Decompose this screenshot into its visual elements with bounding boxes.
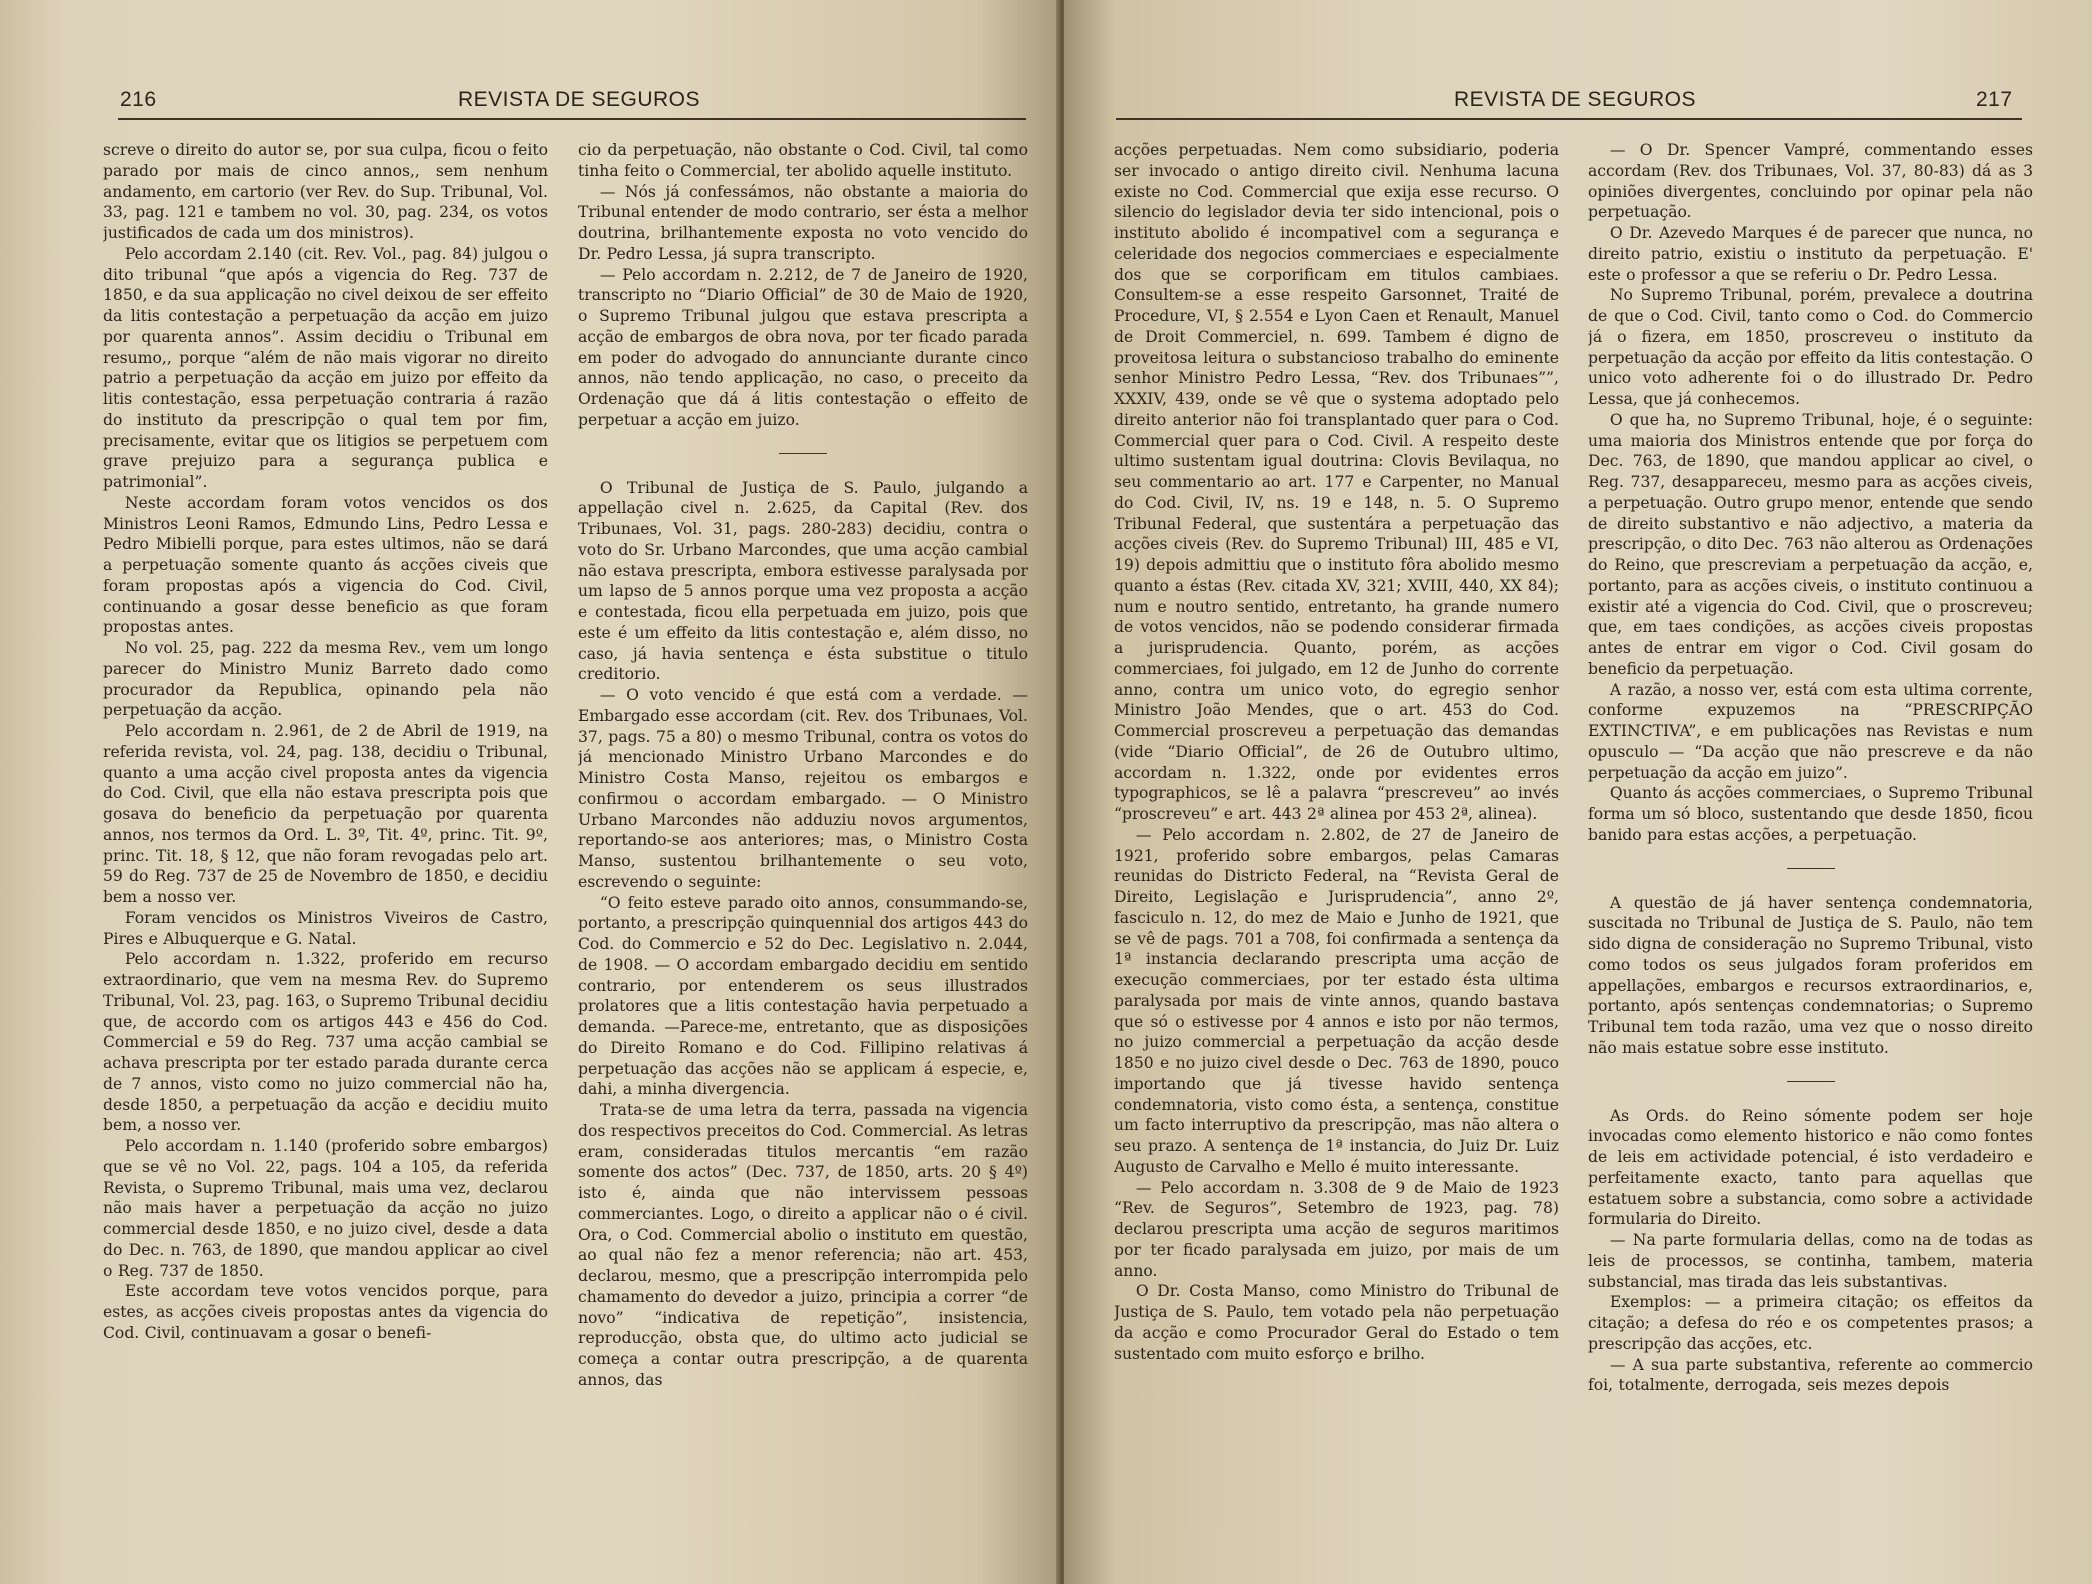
left-page-header: [0, 88, 1060, 122]
paragraph: Neste accordam foram votos vencidos os dos Ministros Leoni Ramos, Edmundo Lins, Pedro Lessa e Pedro Mibielli porque, para estes ultimos, não se dará a perpetuação somente quanto ás acções civeis que foram propostas após a vigencia do Cod. Civil, continuando a gosar desse beneficio as que foram propostas antes.: [103, 493, 548, 637]
paragraph: A razão, a nosso ver, está com esta ultima corrente, conforme expuzemos na “PRESCRIPÇÃO EXTINCTIVA”, e em publicações nas Revistas e num opusculo — “Da acção que não prescreve e da não perpetuação da acção em juizo”.: [1588, 680, 2033, 782]
page-number: 216: [120, 88, 157, 111]
paragraph: — Na parte formularia dellas, como na de todas as leis de processos, se continha, tambem, materia substancial, mas tirada das leis substantivas.: [1588, 1231, 2033, 1291]
paragraph: As Ords. do Reino sómente podem ser hoje invocadas como elemento historico e não como fontes de leis em actividade potencial, é isto verdadeiro e perfeitamente exacto, tanto para aquellas que estatuem sobre a substancia, como sobre a actividade formularia do Direito.: [1588, 1106, 2033, 1229]
paragraph: Quanto ás acções commerciaes, o Supremo Tribunal forma um só bloco, sustentando que desde 1850, ficou banido para estas acções, a perpetuação.: [1588, 784, 2033, 844]
paragraph: O Dr. Costa Manso, como Ministro do Tribunal de Justiça de S. Paulo, tem votado pela não perpetuação da acção e como Procurador Geral do Estado o tem sustentado com muito esforço e brilho.: [1114, 1282, 1559, 1363]
header-rule: [118, 118, 1026, 123]
section-separator: [1787, 868, 1835, 869]
paragraph: Trata-se de uma letra da terra, passada na vigencia dos respectivos preceitos do Cod. Commercial. As letras eram, consideradas titulos mercantis “em razão somente dos actos” (Dec. 737, de 1850, arts. 20 § 4º) isto é, ainda que não intervissem pessoas commerciantes. Logo, o direito a applicar não o é civil. Ora, o Cod. Commercial abolio o instituto em questão, ao qual não fez a menor referencia; não art. 453, declarou, mesmo, que a prescripção interrompida pelo chamamento do devedor a juizo, principia a correr “de novo” “indicativa de repetição”, insistencia, reproducção, obsta que, do ultimo acto judicial se começa a contar outra prescripção, a de quarenta annos, das: [578, 1101, 1028, 1389]
paragraph: screve o direito do autor se, por sua culpa, ficou o feito parado por mais de cinco annos,, sem nenhum andamento, em cartorio (ver Rev. do Sup. Tribunal, Vol. 33, pag. 121 e tambem no vol. 30, pag. 234, os votos justificados de cada um dos ministros).: [103, 141, 548, 242]
paragraph: Pelo accordam n. 1.322, proferido em recurso extraordinario, que vem na mesma Rev. do Supremo Tribunal, Vol. 23, pag. 163, o Supremo Tribunal decidiu que, de accordo com os artigos 443 e 456 do Cod. Commercial e 59 do Reg. 737 uma acção cambial se achava prescripta por ter estado parada durante cerca de 7 annos, visto como no juizo commercial não ha, desde 1850, a perpetuação da acção e decidiu muito bem, a nosso ver.: [103, 950, 548, 1135]
paragraph: Pelo accordam 2.140 (cit. Rev. Vol., pag. 84) julgou o dito tribunal “que após a vigencia do Reg. 737 de 1850, e da sua applicação no civel deixou de ser effeito da litis contestação a perpetuação da acção em juizo por quarenta annos”. Assim decidiu o Tribunal em resumo,, porque “além de não mais vigorar no direito patrio a perpetuação da acção em juizo por effeito da litis contestação, essa perpetuação contraria á razão do instituto da prescripção o qual tem por fim, precisamente, evitar que os litigios se perpetuem com grave prejuizo para a segurança publica e patrimonial”.: [103, 244, 548, 491]
right-column-1: [1114, 140, 1559, 1540]
running-title: REVISTA DE SEGUROS: [1454, 88, 1696, 111]
paragraph: Pelo accordam n. 1.140 (proferido sobre embargos) que se vê no Vol. 22, pags. 104 a 105, da referida Revista, o Supremo Tribunal, mais uma vez, declarou não mais haver a perpetuação da acção no juizo commercial desde 1850, e no juizo civel, desde a data do Dec. n. 763, de 1890, que mandou applicar ao civel o Reg. 737 de 1850.: [103, 1137, 548, 1280]
paragraph: acções perpetuadas. Nem como subsidiario, poderia ser invocado o antigo direito civil. Nenhuma lacuna existe no Cod. Commercial que exija esse recurso. O silencio do legislador devia ter sido intencional, pois o instituto abolido é incompativel com a segurança e celeridade dos negocios commerciaes e especialmente dos que se corporificam em titulos cambiaes. Consultem-se a esse respeito Garsonnet, Traité de Procedure, VI, § 2.554 e Lyon Caen et Renault, Manuel de Droit Commerciel, n. 699. Tambem é digno de proveitosa leitura o substancioso trabalho do eminente senhor Ministro Pedro Lessa, “Rev. dos Tribunaes””, XXXIV, 439, onde se vê que o systema adoptado pelo direito anterior não foi transplantado quer para o Cod. Commercial quer para o Cod. Civil. A respeito deste ultimo sustentam igual doutrina: Clovis Bevilaqua, no seu commentario ao art. 177 e Carpenter, no Manual do Cod. Civil, IV, ns. 19 e 148, n. 5. O Supremo Tribunal Federal, que sustentára a perpetuação das acções civeis (Rev. do Supremo Tribunal) III, 485 e VI, 19) depois admittiu que o instituto fôra abolido mesmo quanto a éstas (Rev. citada XV, 321; XVIII, 440, XX 84); num e noutro sentido, entretanto, ha grande numero de votos vencidos, não se podendo considerar firmada a jurisprudencia. Quanto, porém, as acções commerciaes, foi julgado, em 12 de Junho do corrente anno, contra um unico voto, do egregio senhor Ministro João Mendes, que o art. 453 do Cod. Commercial proscreveu a perpetuação das demandas (vide “Diario Official”, de 26 de Outubro ultimo, accordam n. 1.322, onde por evidentes erros typographicos, se lê a palavra “prescreveu” ao invés “proscreveu” e art. 443 2ª alinea por 453 2ª, alinea).: [1114, 141, 1559, 823]
paragraph: — O Dr. Spencer Vampré, commentando esses accordam (Rev. dos Tribunaes, Vol. 37, 80-83) dá as 3 opiniões divergentes, concluindo por opinar pela não perpetuação.: [1588, 141, 2033, 222]
left-column-2: [578, 140, 1028, 1540]
paragraph: Este accordam teve votos vencidos porque, para estes, as acções civeis propostas antes da vigencia do Cod. Civil, continuavam a gosar o benefi-: [103, 1282, 548, 1342]
paragraph: O Tribunal de Justiça de S. Paulo, julgando a appellação civel n. 2.625, da Capital (Rev. dos Tribunaes, Vol. 31, pags. 280-283) decidiu, contra o voto do Sr. Urbano Marcondes, que uma acção cambial não estava prescripta, embora estivesse paralysada por um lapso de 5 annos porque uma vez proposta a acção e contestada, ficou ella perpetuada em juizo, pois que este é um effeito da litis contestação e, além disso, no caso, já havia sentença e ésta substitue o titulo creditorio.: [578, 478, 1028, 684]
paragraph: No vol. 25, pag. 222 da mesma Rev., vem um longo parecer do Ministro Muniz Barreto dado como procurador da Republica, opinando pela não perpetuação da acção.: [103, 639, 548, 720]
paragraph: — Pelo accordam n. 3.308 de 9 de Maio de 1923 “Rev. de Seguros”, Setembro de 1923, pag. 78) declarou prescripta uma acção de seguros maritimos por ter ficado paralysada em juizo, por mais de um anno.: [1114, 1178, 1559, 1280]
right-page-header: [1064, 88, 2092, 122]
paragraph: O Dr. Azevedo Marques é de parecer que nunca, no direito patrio, existiu o instituto da perpetuação. E' este o professor a que se referiu o Dr. Pedro Lessa.: [1588, 224, 2033, 284]
paragraph: No Supremo Tribunal, porém, prevalece a doutrina de que o Cod. Civil, tanto como o Cod. do Commercio já o fizera, em 1850, proscreveu o instituto da perpetuação da acção por effeito da litis contestação. O unico voto adherente foi o do illustrado Dr. Pedro Lessa, que já conhecemos.: [1588, 286, 2033, 408]
paragraph: Exemplos: — a primeira citação; os effeitos da citação; a defesa do réo e os competentes prasos; a prescripção das acções, etc.: [1588, 1293, 2033, 1353]
right-column-2: [1588, 140, 2033, 1540]
running-title: REVISTA DE SEGUROS: [458, 88, 700, 111]
left-column-1: [103, 140, 548, 1540]
paragraph: “O feito esteve parado oito annos, consummando-se, portanto, a prescripção quinquennial dos artigos 443 do Cod. do Commercio e 52 do Dec. Legislativo n. 2.044, de 1908. — O accordam embargado decidiu em sentido contrario, por entenderem os seus illustrados prolatores que a litis contestação havia perpetuado a demanda. —Parece-me, entretanto, que as disposições do Direito Romano e do Cod. Fillipino relativas á perpetuação das acções não se applicam á especie, e, dahi, a minha divergencia.: [578, 893, 1028, 1099]
paragraph: — Pelo accordam n. 2.802, de 27 de Janeiro de 1921, proferido sobre embargos, pelas Camaras reunidas do Districto Federal, na “Revista Geral de Direito, Legislação e Jurisprudencia”, anno 2º, fasciculo n. 12, do mez de Maio e Junho de 1921, que se vê de pags. 701 a 708, foi confirmada a sentença da 1ª instancia declarando prescripta uma acção de execução commerciaes, por ter estado ésta ultima paralysada por mais de vinte annos, quando bastava que só o estivesse por 4 annos e isto por não termos, no juizo commercial a perpetuação da acção desde 1850 e no juizo civel desde o Dec. 763 de 1890, pouco importando que já tivesse havido sentença condemnatoria, visto como ésta, a sentença, constitue um facto interruptivo da prescripção, mas não altera o seu prazo. A sentença de 1ª instancia, do Juiz Dr. Luiz Augusto de Carvalho e Mello é muito interessante.: [1114, 825, 1559, 1176]
paragraph: — A sua parte substantiva, referente ao commercio foi, totalmente, derrogada, seis mezes depois: [1588, 1355, 2033, 1395]
section-separator: [779, 453, 827, 454]
paragraph: — Pelo accordam n. 2.212, de 7 de Janeiro de 1920, transcripto no “Diario Official” de 30 de Maio de 1920, o Supremo Tribunal julgou que estava prescripta a acção de embargos de obra nova, por ter ficado parada em poder do advogado do annunciante durante cinco annos, não tendo applicação, no caso, o preceito da Ordenação que dá á litis contestação o effeito de perpetuar a acção em juizo.: [578, 265, 1028, 429]
section-separator: [1787, 1081, 1835, 1082]
paragraph: — Nós já confessámos, não obstante a maioria do Tribunal entender de modo contrario, ser ésta a melhor doutrina, brilhantemente exposta no voto vencido do Dr. Pedro Lessa, já supra transcripto.: [578, 182, 1028, 263]
paragraph: — O voto vencido é que está com a verdade. — Embargado esse accordam (cit. Rev. dos Tribunaes, Vol. 37, pags. 75 a 80) o mesmo Tribunal, contra os votos do já mencionado Ministro Urbano Marcondes e do Ministro Costa Manso, rejeitou os embargos e confirmou o accordam embargado. — O Ministro Urbano Marcondes não adduziu novos argumentos, reportando-se aos anteriores; mas, o Ministro Costa Manso, sustentou brilhantemente o seu voto, escrevendo o seguinte:: [578, 686, 1028, 891]
paragraph: Pelo accordam n. 2.961, de 2 de Abril de 1919, na referida revista, vol. 24, pag. 138, decidiu o Tribunal, quanto a uma acção civel proposta antes da vigencia do Cod. Civil, que ella não estava prescripta pois que gosava do beneficio da perpetuação por quarenta annos, nos termos da Ord. L. 3º, Tit. 4º, princ. Tit. 9º, princ. Tit. 18, § 12, que não foram revogadas pelo art. 59 do Reg. 737 de 25 de Novembro de 1850, e decidiu bem a nosso ver.: [103, 722, 548, 906]
paragraph: A questão de já haver sentença condemnatoria, suscitada no Tribunal de Justiça de S. Paulo, não tem sido digna de consideração no Supremo Tribunal, visto como todos os seus julgados foram proferidos em appellações, embargos e recursos extraordinarios, e, portanto, após sentenças condemnatorias; o Supremo Tribunal tem toda razão, uma vez que o nosso direito não mais estatue sobre esse instituto.: [1588, 893, 2033, 1057]
page-number: 217: [1976, 88, 2013, 111]
paragraph: cio da perpetuação, não obstante o Cod. Civil, tal como tinha feito o Commercial, ter abolido aquelle instituto.: [578, 141, 1028, 180]
header-rule: [1116, 118, 2022, 123]
paragraph: Foram vencidos os Ministros Viveiros de Castro, Pires e Albuquerque e G. Natal.: [103, 908, 548, 948]
right-page: [1064, 0, 2092, 1584]
paragraph: O que ha, no Supremo Tribunal, hoje, é o seguinte: uma maioria dos Ministros entende que por força do Dec. 763, de 1890, que mandou applicar ao civel, o Reg. 737, desappareceu, mesmo para as acções civeis, a perpetuação. Outro grupo menor, entende que sendo de direito substantivo e não adjectivo, a materia da prescripção, o dito Dec. 763 não alterou as Ordenações do Reino, que prescreviam a perpetuação da acção, e, portanto, para as acções civeis, o instituto continuou a existir até a vigencia do Cod. Civil, que o proscreveu; que, em taes condições, as acções civeis propostas antes de entrar em vigor o Cod. Civil gosam do beneficio da perpetuação.: [1588, 410, 2033, 678]
